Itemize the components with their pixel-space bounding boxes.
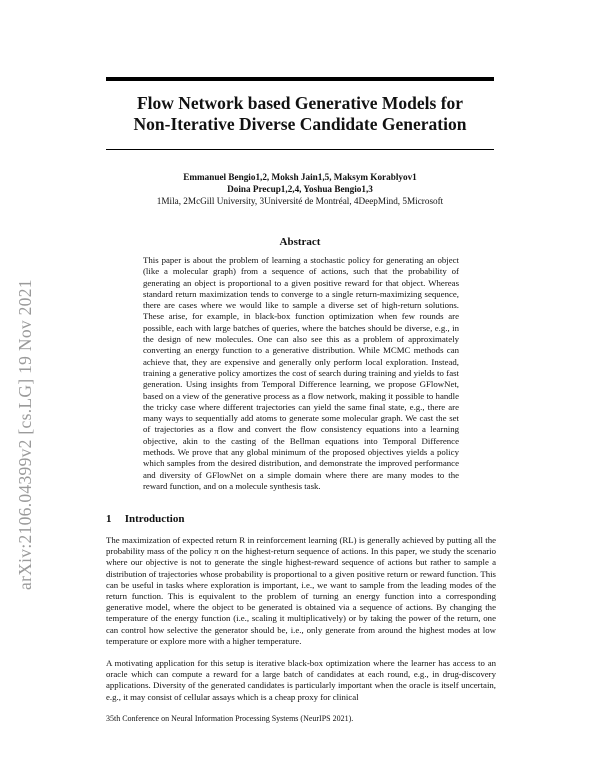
authors-line-2: Doina Precup1,2,4, Yoshua Bengio1,3 — [227, 184, 373, 194]
arxiv-identifier: arXiv:2106.04399v2 [cs.LG] 19 Nov 2021 — [15, 279, 35, 590]
intro-paragraph-2: A motivating application for this setup is iterative black-box optimization where the learner has access to an oracle which can compute a reward for a large batch of candidates at each round, e.g., in drug-discovery applications. Diversity of the generated candidates is particularly important when the oracle is itself uncertain, e.g., it may consist of cellular assays which is a cheap proxy for clinical — [106, 658, 496, 702]
abstract-heading: Abstract — [279, 236, 321, 248]
section-heading — [106, 513, 184, 525]
author-block — [106, 171, 494, 207]
title-line-1: Flow Network based Generative Models for — [136, 93, 464, 113]
title-line-2: Non-Iterative Diverse Candidate Generation — [133, 114, 467, 134]
intro-paragraph-1: The maximization of expected return R in reinforcement learning (RL) is generally achieved by putting all the probability mass of the policy π on the highest-return sequence of actions. In this paper, we study the scenario where our objective is not to generate the single highest-reward sequence of actions but rather to sample a distribution of trajectories whose probability is proportional to a given positive return or reward function. This can be useful in tasks where exploration is important, i.e., we want to sample from the leading modes of the return function. This is equivalent to the problem of turning an energy function into a corresponding generative model, where the object to be generated is obtained via a sequence of actions. By changing the temperature of the energy function (i.e., scaling it multiplicatively) or by taking the power of the return, one can control how selective the generator should be, i.e., only generate from around the highest modes at low temperature or explore more with a higher temperature. — [106, 535, 496, 646]
title-rule-top — [106, 77, 494, 81]
affiliations: 1Mila, 2McGill University, 3Université de Montréal, 4DeepMind, 5Microsoft — [156, 196, 444, 206]
section-title: Introduction — [124, 513, 185, 525]
abstract-text: This paper is about the problem of learning a stochastic policy for generating an object (like a molecular graph) from a sequence of actions, such that the probability of generating an object is proportional to a given positive reward for that object. Whereas standard return maximization tends to converge to a single return-maximizing sequence, there are cases where we would like to sample a diverse set of high-return solutions. These arise, for example, in black-box function optimization when few rounds are possible, each with large batches of queries, where the batches should be diverse, e.g., in the design of new molecules. One can also see this as a problem of approximately converting an energy function to a generative distribution. While MCMC methods can achieve that, they are expensive and generally only perform local exploration. Instead, training a generative policy amortizes the cost of search during training and yields to fast generation. Using insights from Temporal Difference learning, we propose GFlowNet, based on a view of the generative process as a flow network, making it possible to handle the tricky case where different trajectories can yield the same final state, e.g., there are many ways to sequentially add atoms to generate some molecular graph. We cast the set of trajectories as a flow and convert the flow consistency equations into a learning objective, akin to the casting of the Bellman equations into Temporal Difference methods. We prove that any global minimum of the proposed objectives yields a policy which samples from the desired distribution, and demonstrate the improved performance and diversity of GFlowNet on a simple domain where there are many modes to the reward function, and on a molecule synthesis task. — [143, 255, 459, 491]
paper-title — [106, 93, 494, 135]
section-number: 1 — [106, 513, 112, 525]
authors-line-1: Emmanuel Bengio1,2, Moksh Jain1,5, Maksym Korablyov1 — [183, 172, 417, 182]
conference-footer: 35th Conference on Neural Information Processing Systems (NeurIPS 2021). — [106, 714, 354, 723]
title-rule-bottom — [106, 149, 494, 150]
